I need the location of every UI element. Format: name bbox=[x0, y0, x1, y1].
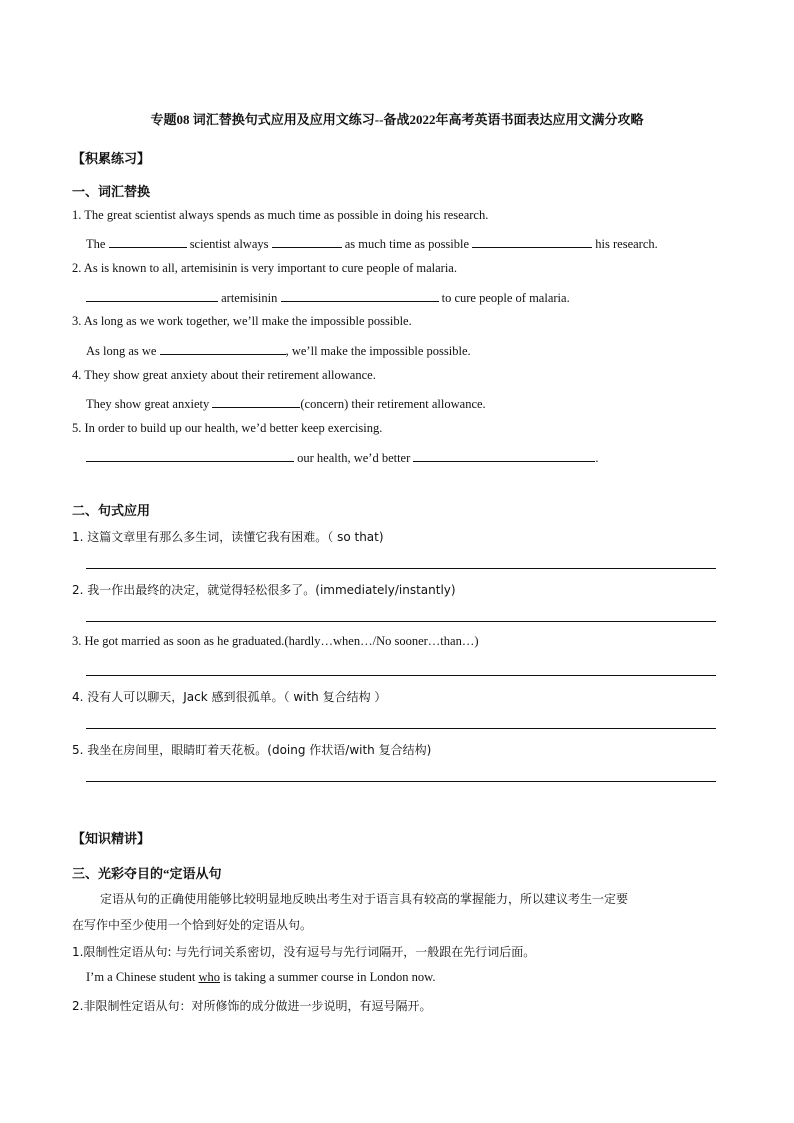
section2-heading: 二、句式应用 bbox=[72, 503, 151, 518]
s1-item3-part: As long as we bbox=[86, 344, 157, 358]
s1-item1-part: his research. bbox=[595, 237, 658, 251]
s1-item5-rewrite bbox=[86, 448, 599, 466]
s1-item1-part: The bbox=[86, 237, 106, 251]
answer-line[interactable] bbox=[86, 568, 716, 569]
document-title: 专题08 词汇替换句式应用及应用文练习--备战2022年高考英语书面表达应用文满分攻略 bbox=[150, 112, 644, 127]
s1-item2-original: 2. As is known to all, artemisinin is very important to cure people of malaria. bbox=[72, 261, 457, 275]
s2-item2: 2. 我一作出最终的决定，就觉得轻松很多了。(immediately/instantly) bbox=[72, 583, 456, 597]
s1-item3-rewrite bbox=[86, 341, 471, 359]
s1-item2-rewrite bbox=[86, 288, 570, 306]
s1-item3-original: 3. As long as we work together, we’ll make the impossible possible. bbox=[72, 314, 412, 328]
answer-blank[interactable] bbox=[272, 234, 342, 248]
answer-blank[interactable] bbox=[413, 448, 595, 462]
s1-item4-original: 4. They show great anxiety about their retirement allowance. bbox=[72, 368, 376, 382]
s1-item2-part: to cure people of malaria. bbox=[441, 291, 570, 305]
s1-item1-part: scientist always bbox=[189, 237, 269, 251]
s1-item5-part: our health, we’d better bbox=[297, 451, 411, 465]
s1-item4-part: They show great anxiety bbox=[86, 397, 210, 411]
answer-blank[interactable] bbox=[212, 394, 300, 408]
section1-heading: 一、词汇替换 bbox=[72, 184, 151, 199]
knowledge-header: 【知识精讲】 bbox=[72, 831, 151, 846]
s2-item3: 3. He got married as soon as he graduated.(hardly…when…/No sooner…than…) bbox=[72, 634, 479, 648]
s1-item1-rewrite bbox=[86, 234, 658, 252]
answer-blank[interactable] bbox=[160, 341, 286, 355]
s1-item5-original: 5. In order to build up our health, we’d better keep exercising. bbox=[72, 421, 383, 435]
s1-item2-part: artemisinin bbox=[221, 291, 278, 305]
s3-example-highlight: who bbox=[198, 970, 221, 984]
s2-item4: 4. 没有人可以聊天，Jack 感到很孤单。（ with 复合结构 ） bbox=[72, 690, 387, 704]
s3-paragraph-line1: 定语从句的正确使用能够比较明显地反映出考生对于语言具有较高的掌握能力，所以建议考生一定要 bbox=[100, 892, 629, 906]
answer-blank[interactable] bbox=[472, 234, 592, 248]
answer-line[interactable] bbox=[86, 781, 716, 782]
answer-line[interactable] bbox=[86, 728, 716, 729]
s2-item5: 5. 我坐在房间里，眼睛盯着天花板。(doing 作状语/with 复合结构) bbox=[72, 743, 432, 757]
s3-example-pre: I’m a Chinese student bbox=[86, 970, 199, 984]
s3-example-post: is taking a summer course in London now. bbox=[220, 970, 436, 984]
s3-paragraph-line2: 在写作中至少使用一个恰到好处的定语从句。 bbox=[72, 918, 313, 932]
s1-item4-part: (concern) their retirement allowance. bbox=[300, 397, 486, 411]
s1-item5-part: . bbox=[595, 451, 599, 465]
s1-item1-original: 1. The great scientist always spends as much time as possible in doing his research. bbox=[72, 208, 489, 222]
s1-item4-rewrite bbox=[86, 394, 486, 412]
answer-line[interactable] bbox=[86, 675, 716, 676]
s3-example bbox=[86, 970, 436, 985]
s2-item1: 1. 这篇文章里有那么多生词，读懂它我有困难。（ so that) bbox=[72, 530, 384, 544]
answer-blank[interactable] bbox=[86, 288, 218, 302]
s1-item1-part: as much time as possible bbox=[344, 237, 470, 251]
section3-heading: 三、光彩夺目的“定语从句 bbox=[72, 866, 222, 881]
s3-point2: 2.非限制性定语从句：对所修饰的成分做进一步说明，有逗号隔开。 bbox=[72, 999, 432, 1013]
answer-blank[interactable] bbox=[281, 288, 439, 302]
s1-item3-part: , we’ll make the impossible possible. bbox=[285, 344, 471, 358]
answer-blank[interactable] bbox=[86, 448, 294, 462]
answer-line[interactable] bbox=[86, 621, 716, 622]
practice-header: 【积累练习】 bbox=[72, 151, 151, 166]
s3-point1: 1.限制性定语从句: 与先行词关系密切，没有逗号与先行词隔开，一般跟在先行词后面。 bbox=[72, 945, 536, 959]
answer-blank[interactable] bbox=[109, 234, 187, 248]
